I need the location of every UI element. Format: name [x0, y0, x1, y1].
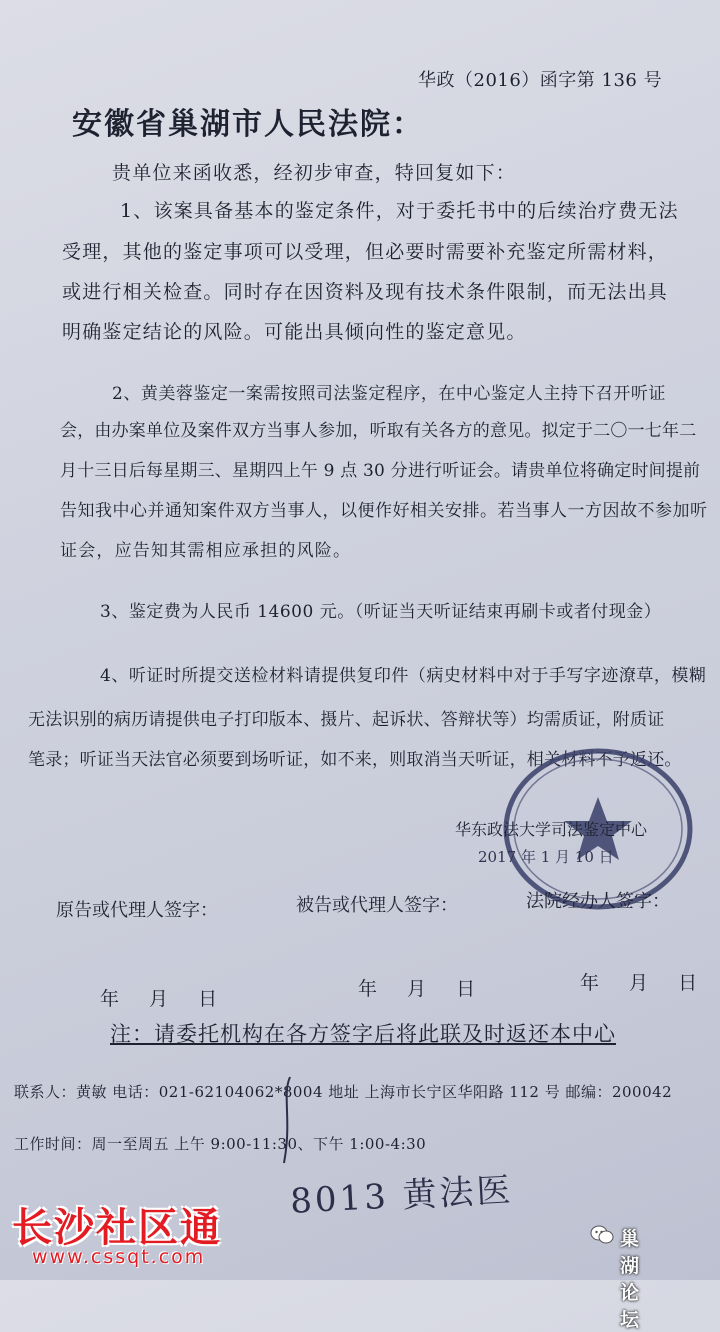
body-line: 4、听证时所提交送检材料请提供复印件（病史材料中对于手写字迹潦草，模糊: [100, 666, 707, 686]
body-line: 或进行相关检查。同时存在因资料及现有技术条件限制，而无法出具: [62, 281, 669, 303]
court-signature-label: 法院经办人签字：: [526, 891, 670, 912]
working-hours: 工作时间：周一至周五 上午 9:00-11:30、下午 1:00-4:30: [14, 1135, 427, 1153]
organization-date: 2017 年 1 月 10 日: [478, 848, 614, 866]
body-line: 3、鉴定费为人民币 14600 元。（听证当天听证结束再刷卡或者付现金）: [100, 602, 662, 622]
body-line: 会，由办案单位及案件双方当事人参加，听取有关各方的意见。拟定于二〇一七年二: [60, 421, 697, 441]
body-line: 2、黄美蓉鉴定一案需按照司法鉴定程序，在中心鉴定人主持下召开听证: [112, 384, 666, 404]
pen-mark: [278, 1075, 296, 1165]
body-line: 告知我中心并通知案件双方当事人，以便作好相关安排。若当事人一方因故不参加听: [60, 501, 708, 521]
addressee: 安徽省巢湖市人民法院：: [72, 107, 424, 142]
date-placeholder: 年 月 日: [358, 978, 488, 1000]
defendant-signature-label: 被告或代理人签字：: [296, 895, 458, 916]
return-note: 注：请委托机构在各方签字后将此联及时返还本中心: [110, 1022, 616, 1046]
watermark-url: www.cssqt.com: [32, 1246, 206, 1268]
body-line: 笔录；听证当天法官必须要到场听证，如不来，则取消当天听证，相关材料不予返还。: [28, 750, 682, 770]
body-line: 1、该案具备基本的鉴定条件，对于委托书中的后续治疗费无法: [120, 200, 679, 222]
handwritten-note: 8013 黄法医: [289, 1170, 515, 1222]
document-number: 华政（2016）函字第 136 号: [418, 70, 663, 91]
body-line: 无法识别的病历请提供电子打印版本、摄片、起诉状、答辩状等）均需质证，附质证: [28, 710, 665, 730]
watermark-changsha: [6, 1196, 286, 1276]
body-line: 月十三日后每星期三、星期四上午 9 点 30 分进行听证会。请贵单位将确定时间提前: [60, 461, 701, 481]
plaintiff-signature-label: 原告或代理人签字：: [56, 900, 218, 921]
body-line: 贵单位来函收悉，经初步审查，特回复如下：: [112, 162, 517, 184]
date-placeholder: 年 月 日: [100, 988, 230, 1010]
organization-signature: 华东政法大学司法鉴定中心: [455, 820, 648, 839]
watermark-title: 长沙社区通: [12, 1205, 222, 1251]
body-line: 受理，其他的鉴定事项可以受理，但必要时需要补充鉴定所需材料，: [62, 241, 669, 263]
date-placeholder: 年 月 日: [580, 972, 710, 994]
contact-line: 联系人：黄敏 电话：021-62104062*8004 地址 上海市长宁区华阳路 112 号 邮编：200042: [14, 1083, 673, 1101]
body-line: 证会，应告知其需相应承担的风险。: [60, 541, 352, 561]
watermark-right-text: 巢湖论坛: [620, 1228, 640, 1331]
wechat-icon: [590, 1224, 614, 1246]
body-line: 明确鉴定结论的风险。可能出具倾向性的鉴定意见。: [62, 321, 527, 343]
